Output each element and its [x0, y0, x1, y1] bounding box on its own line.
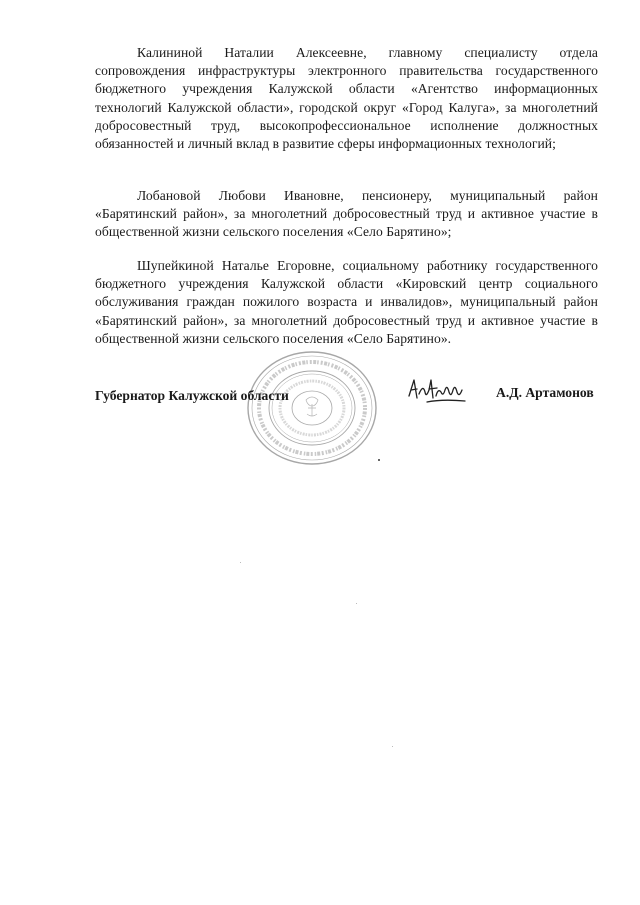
- signatory-position: Губернатор Калужской области: [95, 388, 289, 403]
- handwritten-signature: [403, 372, 473, 412]
- award-paragraph-lobanova: Лобановой Любови Ивановне, пенсионеру, муниципальный район «Барятинский район», за многолетний добросовестный труд и активное участие в общественной жизни сельского поселения «Село Барятино»;: [95, 188, 598, 240]
- award-paragraph-shupeykina: Шупейкиной Наталье Егоровне, социальному работнику государственного бюджетного учреждения Калужской области «Кировский центр социального обслуживания граждан пожилого возраста и инвалидов», муниципальный район «Барятинский район», за многолетний добросовестный труд и активное участие в общественной жизни сельского поселения «Село Барятино».: [95, 258, 598, 346]
- scan-speck: [392, 746, 393, 747]
- scan-speck: [356, 603, 357, 604]
- signatory-name: А.Д. Артамонов: [496, 385, 594, 400]
- scan-speck: [378, 459, 380, 461]
- official-seal-stamp: [236, 350, 388, 466]
- scan-speck: [240, 562, 241, 563]
- award-paragraph-kalinina: Калининой Наталии Алексеевне, главному специалисту отдела сопровождения инфраструктуры электронного правительства государственного бюджетного учреждения Калужской области «Агентство информационных технологий Калужской области», городской округ «Город Калуга», за многолетний добросовестный труд, высокопрофессиональное исполнение должностных обязанностей и личный вклад в развитие сферы информационных технологий;: [95, 45, 598, 152]
